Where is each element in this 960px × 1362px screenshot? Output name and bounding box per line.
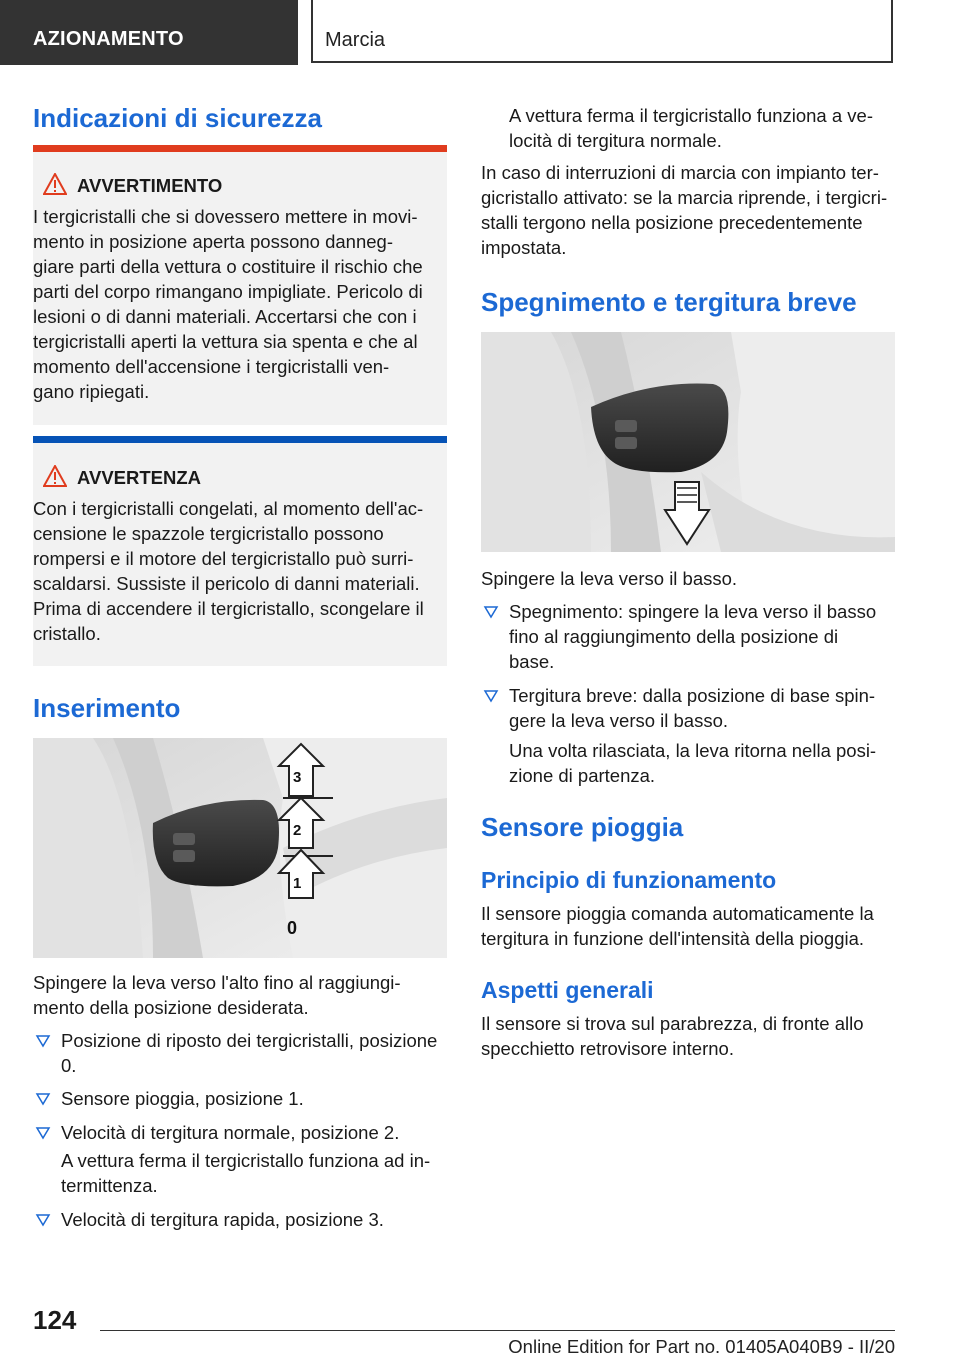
notice-title: AVVERTENZA (77, 467, 202, 488)
list-item: Velocità di tergitura rapida, posizione 3. (61, 1209, 384, 1230)
triangle-bullet-icon (33, 1031, 53, 1051)
header-section-label: AZIONAMENTO (33, 28, 184, 50)
notice-box (33, 436, 447, 666)
warning-triangle-icon (43, 465, 67, 487)
list-subnote: A vettura ferma il tergicristallo funziona ad in- termittenza. (61, 1150, 431, 1196)
triangle-bullet-icon (33, 1210, 53, 1230)
wiper-lever-down-image (481, 332, 895, 552)
warning-bar (33, 145, 447, 152)
triangle-bullet-icon (33, 1123, 53, 1143)
wiper-lever-illustration (481, 332, 895, 552)
continued-note: A vettura ferma il tergicristallo funziona a ve- locità di tergitura normale. (509, 105, 873, 151)
footer-divider (100, 1330, 895, 1331)
footer-edition: Online Edition for Part no. 01405A040B9 - II/20 (508, 1336, 895, 1357)
principle-heading: Principio di funzionamento (481, 867, 777, 893)
list-item: Spegnimento: spingere la leva verso il basso fino al raggiungimento della posizione di base. (509, 601, 877, 672)
triangle-bullet-icon (33, 1089, 53, 1109)
triangle-bullet-icon (481, 686, 501, 706)
warning-triangle-icon (43, 173, 67, 195)
position-label-0: 0 (287, 918, 298, 938)
header-section-tab (0, 0, 298, 65)
general-heading: Aspetti generali (481, 977, 654, 1003)
interruption-paragraph: In caso di interruzioni di marcia con impianto ter- gicristallo attivato: se la marcia riprende, i tergicri- stalli tergono nella posizione precedentemente impostata. (481, 162, 888, 258)
header-chapter-tab (311, 0, 893, 63)
insert-paragraph: Spingere la leva verso l'alto fino al raggiungi- mento della posizione desiderata. (33, 972, 401, 1018)
wiper-lever-illustration (33, 738, 447, 958)
warning-title: AVVERTIMENTO (77, 175, 223, 196)
general-paragraph: Il sensore si trova sul parabrezza, di fronte allo specchietto retrovisore interno. (481, 1013, 864, 1059)
warning-text: I tergicristalli che si dovessero mettere in movi- mento in posizione aperta possono danneg- giare parti della vettura o costituire il rischio che parti del corpo rimangano impigliate. Pericolo di lesioni o di danni materiali. Accertarsi che con i tergicristalli aperti la vettura sia spenta e che al momento dell'accensione i tergicristalli ven- gano ripiegati. (33, 206, 423, 402)
position-label-3: 3 (293, 769, 302, 786)
principle-paragraph: Il sensore pioggia comanda automaticamente la tergitura in funzione dell'intensità della pioggia. (481, 903, 874, 949)
notice-text: Con i tergicristalli congelati, al momento dell'ac- censione le spazzole tergicristallo possono rompersi e il motore del tergicristallo può surri- scaldarsi. Sussiste il pericolo di danni materiali. Prima di accendere il tergicristallo, scongelare il cristallo. (33, 498, 424, 644)
header-chapter-label: Marcia (325, 29, 386, 51)
insert-heading: Inserimento (33, 693, 181, 723)
list-item: Posizione di riposto dei tergicristalli, posizione 0. (61, 1030, 438, 1076)
release-note: Una volta rilasciata, la leva ritorna nella posi- zione di partenza. (509, 740, 877, 786)
warning-box (33, 145, 447, 425)
triangle-bullet-icon (481, 602, 501, 622)
off-heading: Spegnimento e tergitura breve (481, 287, 857, 317)
notice-bar (33, 436, 447, 443)
list-item: Velocità di tergitura normale, posizione 2. (61, 1122, 400, 1143)
position-label-1: 1 (293, 875, 302, 892)
rain-sensor-heading: Sensore pioggia (481, 812, 684, 842)
list-item: Tergitura breve: dalla posizione di base spin- gere la leva verso il basso. (509, 685, 876, 731)
position-label-2: 2 (293, 822, 302, 839)
push-down-text: Spingere la leva verso il basso. (481, 568, 738, 589)
page-number: 124 (33, 1305, 77, 1335)
list-item: Sensore pioggia, posizione 1. (61, 1088, 304, 1109)
wiper-lever-up-image (33, 738, 447, 958)
safety-heading: Indicazioni di sicurezza (33, 103, 322, 133)
